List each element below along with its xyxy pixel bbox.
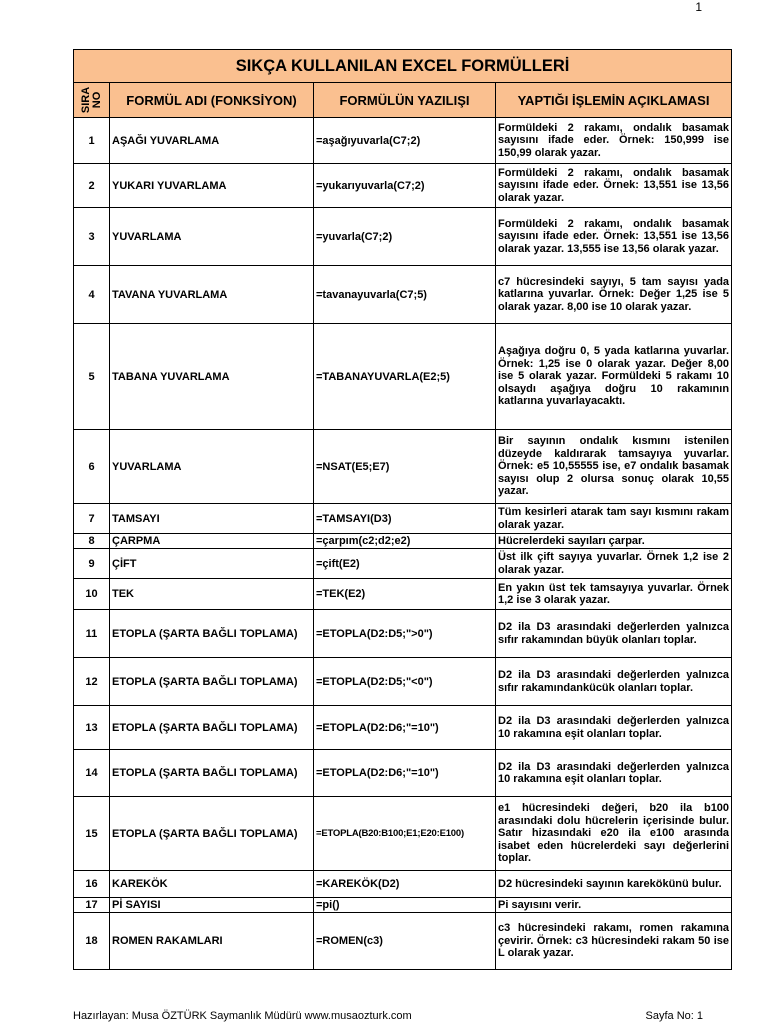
row-description: Üst ilk çift sayıya yuvarlar. Örnek 1,2 ise 2 olarak yazar. bbox=[496, 549, 732, 579]
table-title: SIKÇA KULLANILAN EXCEL FORMÜLLERİ bbox=[74, 50, 732, 83]
row-description: Formüldeki 2 rakamı, ondalık basamak sayısını ifade eder. Örnek: 13,551 ise 13,56 olarak yazar. 13,555 ise 13,56 olarak yazar. bbox=[496, 208, 732, 266]
row-number: 12 bbox=[74, 658, 110, 706]
row-number: 1 bbox=[74, 118, 110, 164]
row-number: 13 bbox=[74, 706, 110, 750]
row-number: 3 bbox=[74, 208, 110, 266]
row-description: D2 ila D3 arasındaki değerlerden yalnızca 10 rakamına eşit olanları toplar. bbox=[496, 706, 732, 750]
row-number: 11 bbox=[74, 610, 110, 658]
footer-author: Hazırlayan: Musa ÖZTÜRK Saymanlık Müdürü www.musaozturk.com bbox=[73, 1010, 412, 1022]
table-row bbox=[74, 324, 732, 430]
table-row bbox=[74, 898, 732, 913]
row-formula-syntax: =yuvarla(C7;2) bbox=[314, 208, 496, 266]
row-description: e1 hücresindeki değeri, b20 ila b100 arasındaki dolu hücrelerin içerisinde bulur. Satır hizasındaki e20 ila e100 arasında isabet eden hücrelerdeki sayı değerlerini toplar. bbox=[496, 797, 732, 871]
table-row bbox=[74, 504, 732, 534]
header-formul-adi: FORMÜL ADI (FONKSİYON) bbox=[110, 83, 314, 118]
row-description: Bir sayının ondalık kısmını istenilen düzeyde kaldırarak tamsayıya yuvarlar. Örnek: e5 10,55555 ise, e7 ondalık basamak sayısı olup 2 olursa sonuç olarak 10,55 yazar. bbox=[496, 430, 732, 504]
row-formula-syntax: =ETOPLA(D2:D6;"=10") bbox=[314, 706, 496, 750]
row-description: c3 hücresindeki rakamı, romen rakamına çevirir. Örnek: c3 hücresindeki rakam 50 ise L olarak yazar. bbox=[496, 913, 732, 970]
header-sira-no bbox=[74, 83, 110, 118]
row-formula-name: TAMSAYI bbox=[110, 504, 314, 534]
row-number: 5 bbox=[74, 324, 110, 430]
table-row bbox=[74, 871, 732, 898]
row-description: D2 ila D3 arasındaki değerlerden yalnızca 10 rakamına eşit olanları toplar. bbox=[496, 750, 732, 797]
row-formula-name: TABANA YUVARLAMA bbox=[110, 324, 314, 430]
table-row bbox=[74, 534, 732, 549]
row-formula-name: ETOPLA (ŞARTA BAĞLI TOPLAMA) bbox=[110, 797, 314, 871]
row-description: Pi sayısını verir. bbox=[496, 898, 732, 913]
table-row bbox=[74, 658, 732, 706]
table-row bbox=[74, 430, 732, 504]
table-row bbox=[74, 913, 732, 970]
table-body bbox=[74, 118, 732, 970]
row-formula-name: ETOPLA (ŞARTA BAĞLI TOPLAMA) bbox=[110, 610, 314, 658]
row-number: 14 bbox=[74, 750, 110, 797]
header-sira-no-text: SIRA NO bbox=[79, 86, 103, 114]
table-row bbox=[74, 706, 732, 750]
row-formula-name: TAVANA YUVARLAMA bbox=[110, 266, 314, 324]
table-row bbox=[74, 266, 732, 324]
table-row bbox=[74, 208, 732, 266]
table-row bbox=[74, 610, 732, 658]
row-description: Aşağıya doğru 0, 5 yada katlarına yuvarlar. Örnek: 1,25 ise 0 olarak yazar. Değer 8,00 ise 5 olarak yazar. Formüldeki 5 rakamı 10 olsaydı aşağıya doğru 10 rakamının katlarına yuvarlayacaktı. bbox=[496, 324, 732, 430]
row-description: D2 hücresindeki sayının karekökünü bulur. bbox=[496, 871, 732, 898]
row-description: D2 ila D3 arasındaki değerlerden yalnızca sıfır rakamındankücük olanları toplar. bbox=[496, 658, 732, 706]
header-row bbox=[74, 83, 732, 118]
row-description: D2 ila D3 arasındaki değerlerden yalnızca sıfır rakamından büyük olanları toplar. bbox=[496, 610, 732, 658]
row-formula-name: AŞAĞI YUVARLAMA bbox=[110, 118, 314, 164]
row-formula-name: KAREKÖK bbox=[110, 871, 314, 898]
row-number: 9 bbox=[74, 549, 110, 579]
row-number: 18 bbox=[74, 913, 110, 970]
table-row bbox=[74, 797, 732, 871]
row-formula-name: YUVARLAMA bbox=[110, 208, 314, 266]
row-formula-syntax: =ETOPLA(D2:D5;"<0") bbox=[314, 658, 496, 706]
row-formula-syntax: =aşağıyuvarla(C7;2) bbox=[314, 118, 496, 164]
row-formula-syntax: =yukarıyuvarla(C7;2) bbox=[314, 164, 496, 208]
row-description: Formüldeki 2 rakamı, ondalık basamak sayısını ifade eder. Örnek: 13,551 ise 13,56 olarak yazar. bbox=[496, 164, 732, 208]
table-row bbox=[74, 579, 732, 610]
row-description: Hücrelerdeki sayıları çarpar. bbox=[496, 534, 732, 549]
row-formula-syntax: =ETOPLA(D2:D6;"=10") bbox=[314, 750, 496, 797]
row-formula-syntax: =çarpım(c2;d2;e2) bbox=[314, 534, 496, 549]
row-formula-name: YUKARI YUVARLAMA bbox=[110, 164, 314, 208]
table-row bbox=[74, 118, 732, 164]
row-formula-name: ÇİFT bbox=[110, 549, 314, 579]
row-formula-name: TEK bbox=[110, 579, 314, 610]
row-description: En yakın üst tek tamsayıya yuvarlar. Örnek 1,2 ise 3 olarak yazar. bbox=[496, 579, 732, 610]
row-formula-name: YUVARLAMA bbox=[110, 430, 314, 504]
row-formula-name: ETOPLA (ŞARTA BAĞLI TOPLAMA) bbox=[110, 706, 314, 750]
row-formula-syntax: =TEK(E2) bbox=[314, 579, 496, 610]
row-number: 7 bbox=[74, 504, 110, 534]
row-formula-syntax: =ETOPLA(B20:B100;E1;E20:E100) bbox=[314, 797, 496, 871]
row-formula-name: ÇARPMA bbox=[110, 534, 314, 549]
row-description: c7 hücresindeki sayıyı, 5 tam sayısı yada katlarına yuvarlar. Örnek: Değer 1,25 ise 5 olarak yazar. 8,00 ise 10 olarak yazar. bbox=[496, 266, 732, 324]
row-formula-syntax: =ETOPLA(D2:D5;">0") bbox=[314, 610, 496, 658]
row-number: 17 bbox=[74, 898, 110, 913]
row-formula-syntax: =TAMSAYI(D3) bbox=[314, 504, 496, 534]
row-number: 6 bbox=[74, 430, 110, 504]
row-number: 4 bbox=[74, 266, 110, 324]
row-formula-syntax: =tavanayuvarla(C7;5) bbox=[314, 266, 496, 324]
row-formula-syntax: =ROMEN(c3) bbox=[314, 913, 496, 970]
table-row bbox=[74, 549, 732, 579]
row-formula-syntax: =NSAT(E5;E7) bbox=[314, 430, 496, 504]
row-formula-name: Pİ SAYISI bbox=[110, 898, 314, 913]
row-number: 15 bbox=[74, 797, 110, 871]
footer-page-number: Sayfa No: 1 bbox=[645, 1010, 703, 1022]
row-formula-name: ETOPLA (ŞARTA BAĞLI TOPLAMA) bbox=[110, 750, 314, 797]
row-formula-syntax: =pi() bbox=[314, 898, 496, 913]
page-number: 1 bbox=[695, 0, 702, 14]
formula-table bbox=[73, 49, 732, 970]
row-number: 8 bbox=[74, 534, 110, 549]
row-formula-syntax: =TABANAYUVARLA(E2;5) bbox=[314, 324, 496, 430]
header-aciklama: YAPTIĞI İŞLEMİN AÇIKLAMASI bbox=[496, 83, 732, 118]
row-formula-syntax: =çift(E2) bbox=[314, 549, 496, 579]
row-description: Formüldeki 2 rakamı, ondalık basamak sayısını ifade eder. Örnek: 150,999 ise 150,99 olarak yazar. bbox=[496, 118, 732, 164]
row-description: Tüm kesirleri atarak tam sayı kısmını rakam olarak yazar. bbox=[496, 504, 732, 534]
row-formula-name: ROMEN RAKAMLARI bbox=[110, 913, 314, 970]
table-row bbox=[74, 750, 732, 797]
row-number: 16 bbox=[74, 871, 110, 898]
row-number: 2 bbox=[74, 164, 110, 208]
header-formul-yazilisi: FORMÜLÜN YAZILIŞI bbox=[314, 83, 496, 118]
table-row bbox=[74, 164, 732, 208]
row-number: 10 bbox=[74, 579, 110, 610]
title-row bbox=[74, 50, 732, 83]
row-formula-name: ETOPLA (ŞARTA BAĞLI TOPLAMA) bbox=[110, 658, 314, 706]
row-formula-syntax: =KAREKÖK(D2) bbox=[314, 871, 496, 898]
